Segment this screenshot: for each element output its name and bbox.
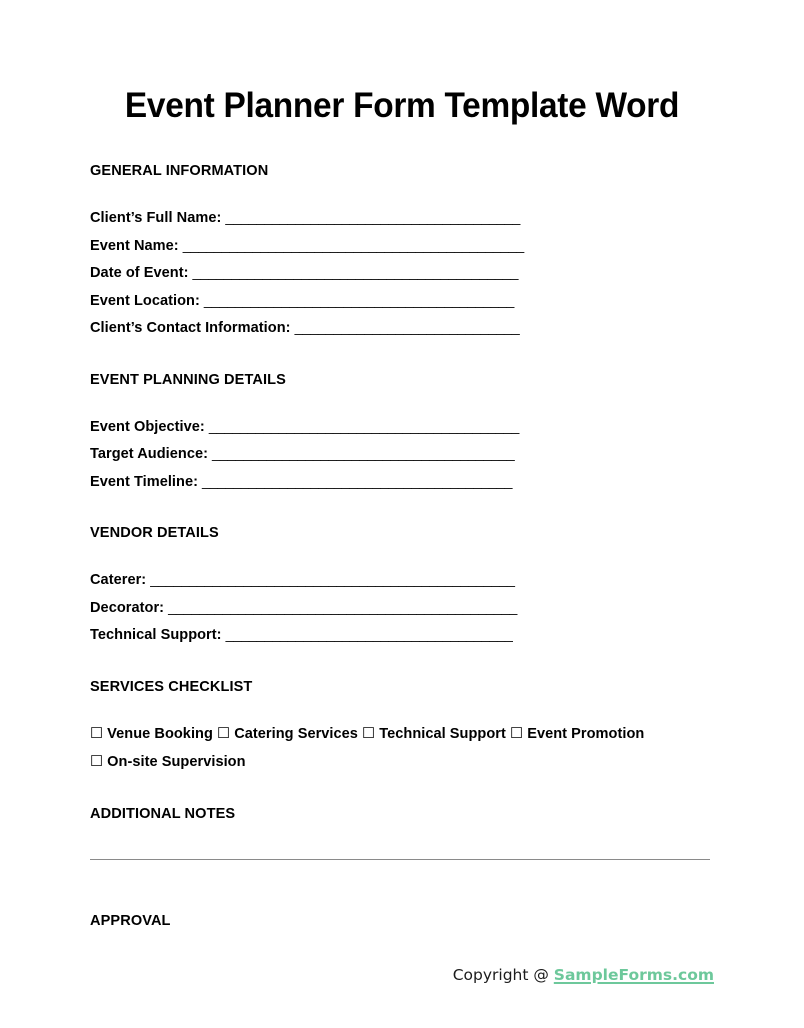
field-date-of-event: [90, 259, 695, 287]
spacer: [90, 698, 714, 720]
field-event-name: [90, 232, 695, 260]
field-blank-line[interactable]: _______________________________________: [212, 445, 515, 462]
field-event-location: [90, 287, 695, 315]
checklist-item-label[interactable]: Technical Support: [379, 724, 506, 742]
field-blank-line[interactable]: _______________________________________________: [150, 571, 515, 588]
field-blank-line[interactable]: ________________________________________: [208, 417, 519, 435]
field-label: Date of Event:: [90, 264, 189, 281]
section-heading-approval: APPROVAL: [90, 911, 171, 929]
field-label: Event Location:: [90, 291, 200, 309]
field-blank-line[interactable]: ____________________________________________: [182, 236, 524, 254]
field-client-full-name: [90, 204, 695, 232]
field-event-objective: [90, 413, 695, 441]
spacer: [90, 544, 714, 566]
copyright-text: Copyright @: [452, 966, 554, 984]
page-title: Event Planner Form Template Word: [124, 86, 680, 125]
field-technical-support: [90, 621, 695, 649]
checklist-item-label[interactable]: Catering Services: [234, 724, 358, 742]
checkbox-icon[interactable]: ☐: [217, 724, 231, 742]
spacer: [90, 776, 714, 803]
field-target-audience: [90, 440, 695, 468]
field-label: Event Timeline:: [90, 472, 199, 490]
field-label: Event Objective:: [90, 417, 205, 435]
checklist-item-label[interactable]: Venue Booking: [107, 724, 213, 742]
spacer: [90, 649, 714, 676]
field-blank-line[interactable]: ______________________________________: [225, 209, 521, 226]
field-decorator: [90, 594, 695, 622]
checkbox-icon[interactable]: ☐: [90, 752, 104, 770]
spacer: [90, 860, 714, 910]
field-blank-line[interactable]: ________________________________________: [202, 472, 513, 490]
checklist-row: [90, 720, 695, 748]
checkbox-icon[interactable]: ☐: [362, 724, 376, 742]
footer: [0, 963, 804, 988]
field-blank-line[interactable]: _____________________________________: [225, 626, 513, 643]
section-heading-general-information: GENERAL INFORMATION: [90, 162, 269, 179]
checklist-item-label[interactable]: Event Promotion: [527, 724, 645, 742]
field-label: Event Name:: [90, 236, 179, 254]
field-event-timeline: [90, 468, 695, 496]
field-blank-line[interactable]: __________________________________________: [192, 264, 519, 281]
checkbox-icon[interactable]: ☐: [510, 724, 524, 742]
field-label: Client’s Contact Information:: [90, 319, 291, 336]
checkbox-icon[interactable]: ☐: [90, 724, 104, 742]
section-heading-additional-notes: ADDITIONAL NOTES: [90, 804, 236, 822]
field-label: Decorator:: [90, 598, 165, 616]
section-heading-event-planning-details: EVENT PLANNING DETAILS: [90, 370, 286, 388]
field-label: Caterer:: [90, 571, 147, 588]
field-blank-line[interactable]: _____________________________: [294, 319, 520, 336]
section-heading-vendor-details: VENDOR DETAILS: [90, 524, 219, 541]
checklist-row: [90, 748, 695, 776]
document-body: [90, 160, 714, 932]
sampleforms-link[interactable]: SampleForms.com: [553, 966, 714, 984]
field-label: Client’s Full Name:: [90, 209, 222, 226]
field-blank-line[interactable]: ________________________________________: [203, 291, 515, 309]
field-blank-line[interactable]: _____________________________________________: [168, 598, 517, 616]
spacer: [90, 182, 714, 204]
spacer: [90, 495, 714, 522]
spacer: [90, 342, 714, 369]
field-client-contact-information: [90, 314, 695, 342]
spacer: [90, 391, 714, 413]
spacer: [90, 825, 714, 845]
field-label: Target Audience:: [90, 445, 209, 462]
field-caterer: [90, 566, 695, 594]
field-label: Technical Support:: [90, 626, 222, 643]
checklist-item-label[interactable]: On-site Supervision: [107, 752, 246, 770]
section-heading-services-checklist: SERVICES CHECKLIST: [90, 677, 253, 695]
